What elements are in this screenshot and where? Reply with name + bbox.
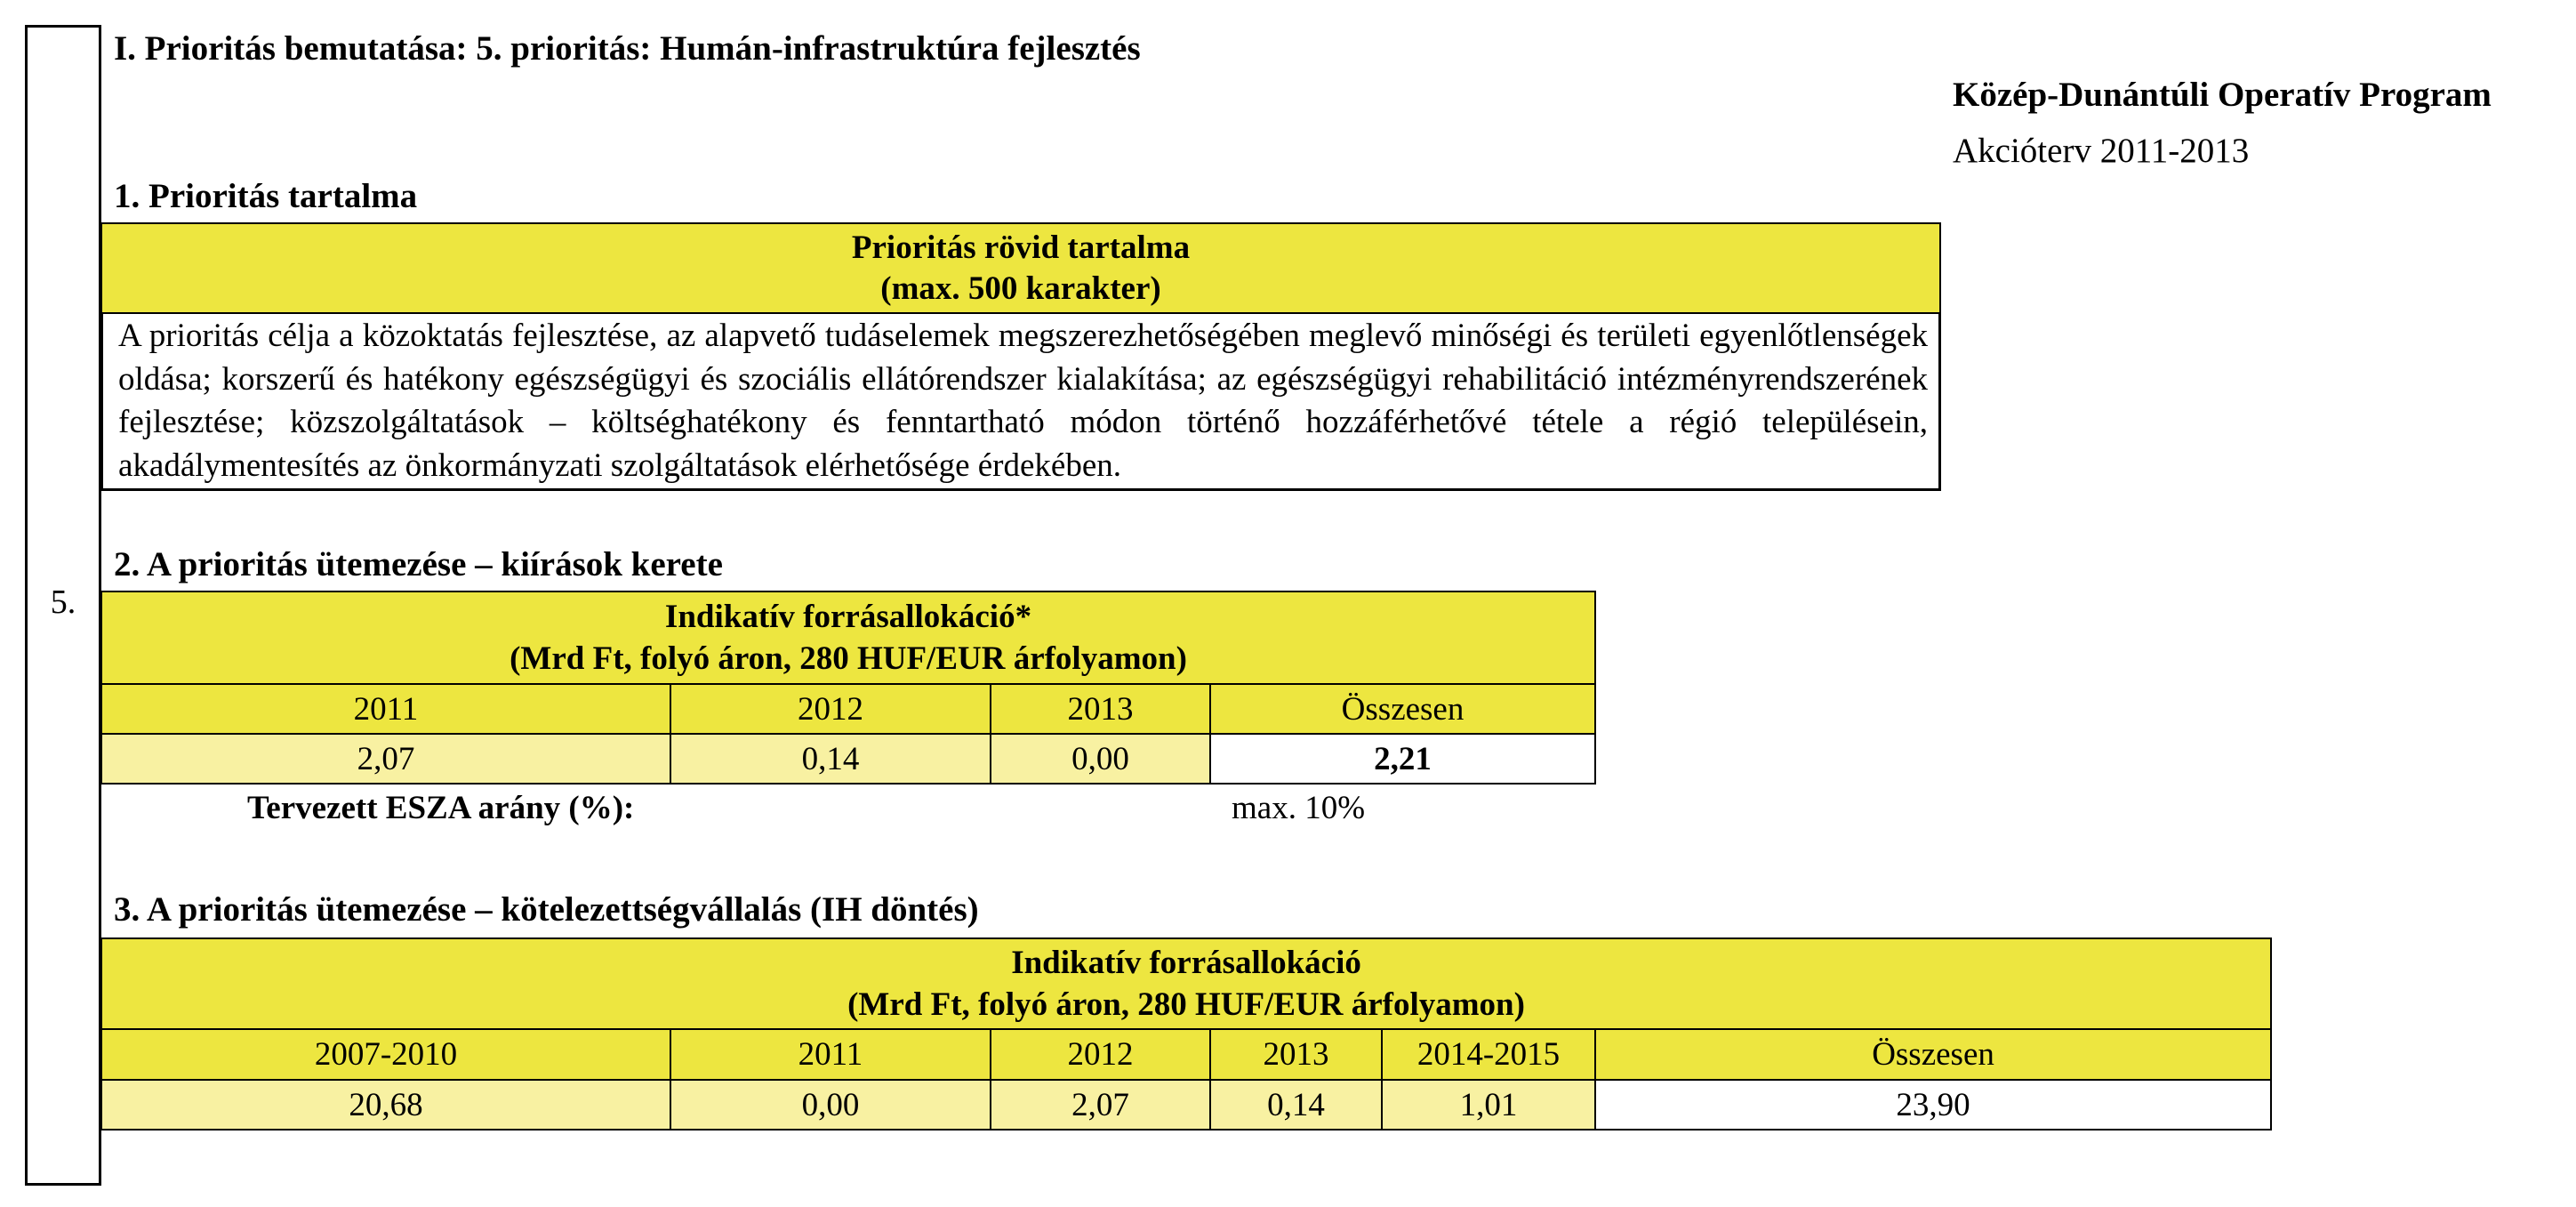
summary-title-cell: [101, 223, 1940, 313]
table3-col-2012: 2012: [991, 1029, 1210, 1080]
page-title: I. Prioritás bemutatása: 5. prioritás: Humán-infrastruktúra fejlesztés: [114, 29, 1141, 68]
esza-label: Tervezett ESZA arány (%):: [247, 790, 635, 826]
summary-title-line1: Prioritás rövid tartalma: [851, 229, 1191, 266]
table2-col-2012: 2012: [670, 684, 991, 734]
section1-heading: 1. Prioritás tartalma: [114, 177, 418, 215]
call-framework-table: [100, 591, 1596, 785]
table2-value-2012: 0,14: [670, 734, 991, 784]
table2-value-row: [101, 734, 1595, 784]
table2-col-2011: 2011: [101, 684, 670, 734]
section2-heading: 2. A prioritás ütemezése – kiírások kerete: [114, 545, 723, 583]
table2-value-2013: 0,00: [991, 734, 1210, 784]
table3-col-total: Összesen: [1595, 1029, 2271, 1080]
table2-title-line1: Indikatív forrásallokáció*: [664, 599, 1032, 635]
table3-value-2014-2015: 1,01: [1382, 1080, 1595, 1130]
table2-header-row: [101, 684, 1595, 734]
table3-col-2007-2010: 2007-2010: [101, 1029, 670, 1080]
row-number: 5.: [50, 583, 76, 621]
priority-summary-header: [100, 222, 1941, 314]
table2-col-2013: 2013: [991, 684, 1210, 734]
commitment-table: [100, 937, 2272, 1131]
esza-value: max. 10%: [1232, 790, 1366, 826]
table2-value-2011: 2,07: [101, 734, 670, 784]
section3-heading: 3. A prioritás ütemezése – kötelezettségvállalás (IH döntés): [114, 890, 979, 929]
table3-title-cell: [101, 938, 2271, 1029]
table2-value-total: 2,21: [1210, 734, 1595, 784]
table3-col-2011: 2011: [670, 1029, 991, 1080]
table2-title-line2: (Mrd Ft, folyó áron, 280 HUF/EUR árfolyamon): [510, 640, 1187, 677]
priority-summary-text: A prioritás célja a közoktatás fejlesztése, az alapvető tudáselemek megszerezhetőségében meglevő minőségi és területi egyenlőtlenségek oldása; korszerű és hatékony egészségügyi és szociális ellátórendszer kialakítása; az egészségügyi rehabilitáció intézményrendszerének fejlesztése; közszolgáltatások – költséghatékony és fenntartható módon történő hozzáférhetővé tétele a régió településein, akadálymentesítés az önkormányzati szolgáltatások elérhetősége érdekében.: [100, 312, 1941, 491]
table3-col-2014-2015: 2014-2015: [1382, 1029, 1595, 1080]
table3-value-total: 23,90: [1595, 1080, 2271, 1130]
table3-header-row: [101, 1029, 2271, 1080]
table3-value-2013: 0,14: [1210, 1080, 1382, 1130]
program-name: Közép-Dunántúli Operatív Program: [1953, 76, 2492, 114]
table3-col-2013: 2013: [1210, 1029, 1382, 1080]
table3-value-2012: 2,07: [991, 1080, 1210, 1130]
summary-title-line2: (max. 500 karakter): [880, 270, 1161, 307]
table3-title-line2: (Mrd Ft, folyó áron, 280 HUF/EUR árfolyamon): [847, 986, 1525, 1023]
table2-title-cell: [101, 591, 1595, 684]
table3-value-row: [101, 1080, 2271, 1130]
program-plan: Akcióterv 2011-2013: [1953, 132, 2250, 170]
table2-col-total: Összesen: [1210, 684, 1595, 734]
table3-title-line1: Indikatív forrásallokáció: [1011, 945, 1361, 981]
table3-value-2007-2010: 20,68: [101, 1080, 670, 1130]
table3-value-2011: 0,00: [670, 1080, 991, 1130]
